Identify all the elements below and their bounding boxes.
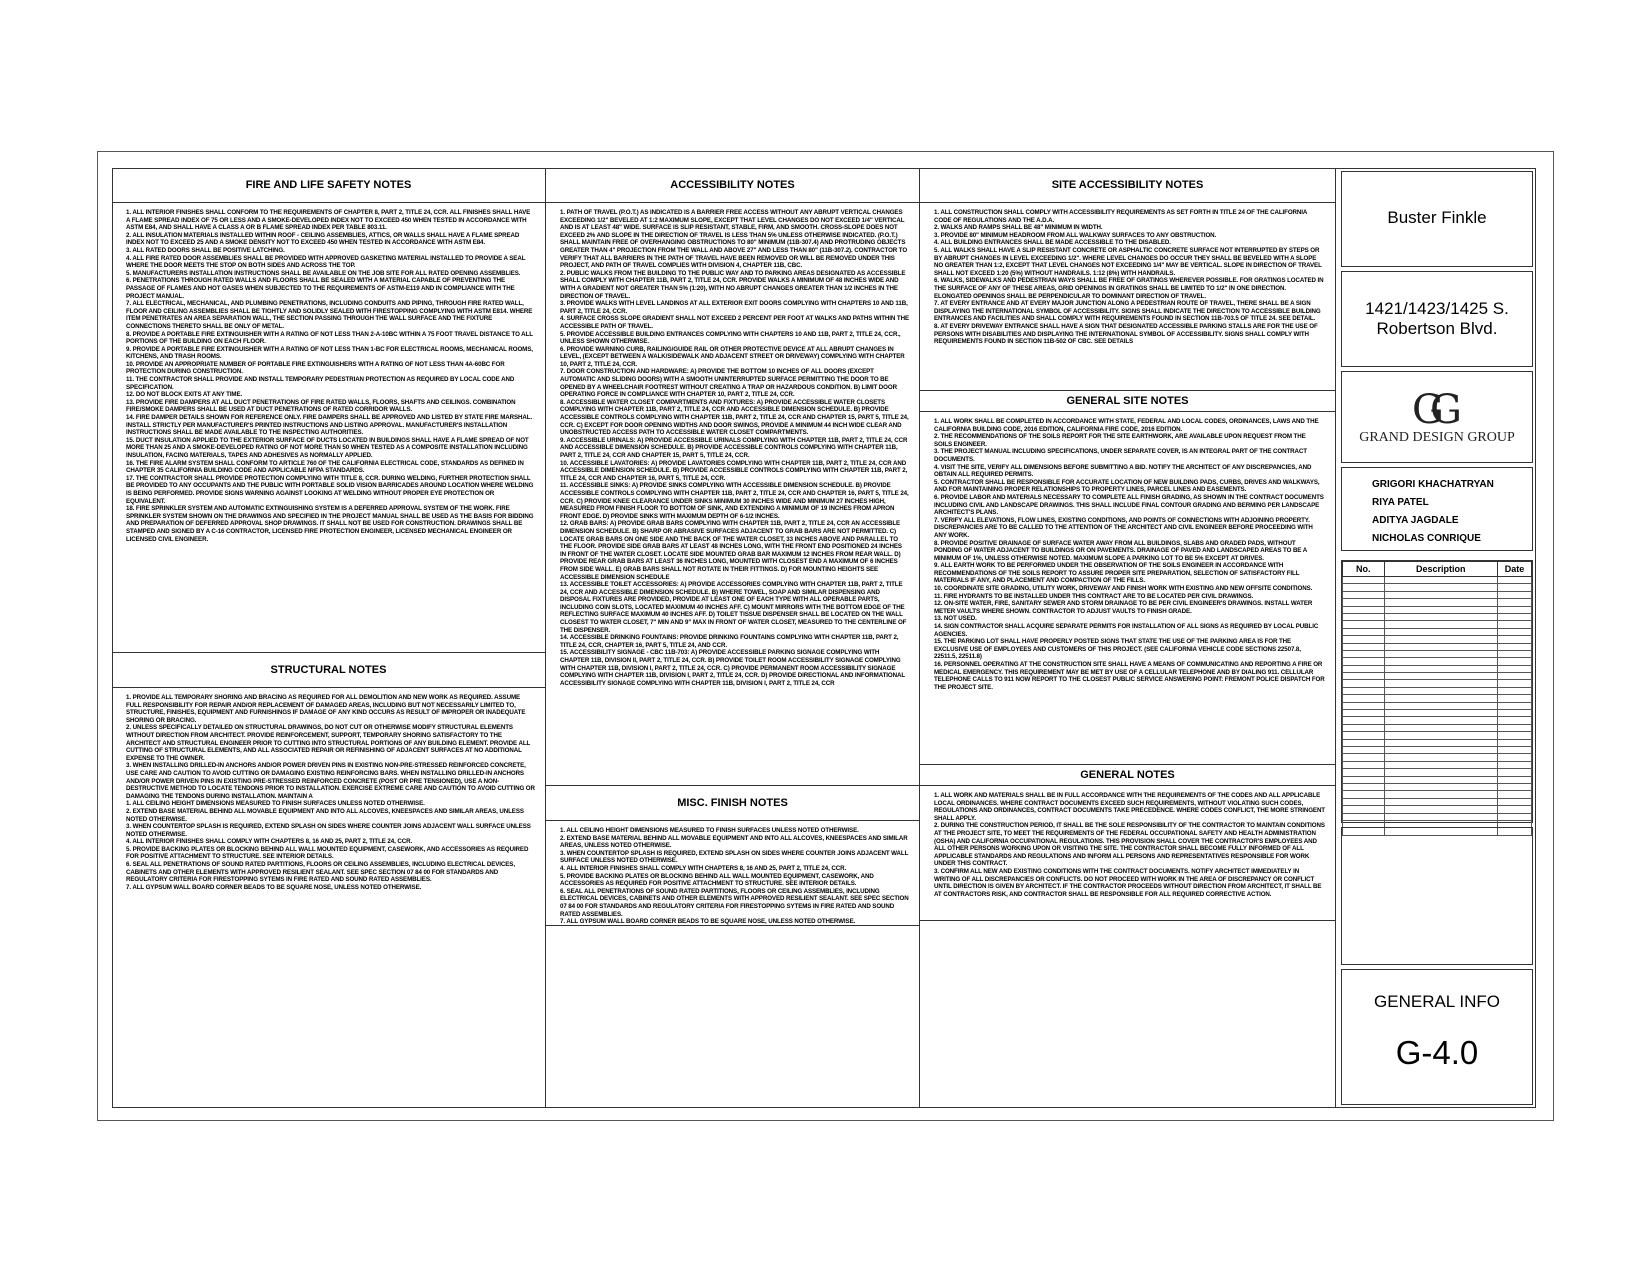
note-item: 4. VISIT THE SITE, VERIFY ALL DIMENSIONS BEFORE SUBMITTING A BID. NOTIFY THE ARCHITECT OF ANY DISCREPANCIES, AND OBTAIN ALL REQUIRED PERMITS. (934, 463, 1312, 479)
revision-cell (1343, 754, 1385, 761)
revision-cell (1343, 769, 1385, 776)
revision-cell (1384, 687, 1497, 694)
note-item: 9. ACCESSIBLE URINALS: A) PROVIDE ACCESSIBLE URINALS COMPLYING WITH CHAPTER 11B, PART 2, TITLE 24, CCR AND ACCESSIBLE DIMENSION SCHEDULE. B) PROVIDE ACCESSIBLE CONTROLS COMPLYING WITH CHAPTER 11B, PART 2, TITLE 24, CCR AND CHAPTER 15, PART 5, TITLE 24, CCR. (560, 436, 908, 459)
note-item: 1. ALL CEILING HEIGHT DIMENSIONS MEASURED TO FINISH SURFACES UNLESS NOTED OTHERWISE. (126, 800, 425, 808)
revision-row (1343, 591, 1532, 598)
revision-cell (1343, 724, 1385, 731)
note-item: 5. MANUFACTURERS INSTALLATION INSTRUCTIONS SHALL BE AVAILABLE ON THE JOB SITE FOR ALL RATED OPENING ASSEMBLIES. (126, 269, 521, 277)
title-block (1338, 168, 1536, 1108)
revision-row (1343, 628, 1532, 635)
note-item: 11. FIRE HYDRANTS TO BE INSTALLED UNDER THIS CONTRACT ARE TO BE LOCATED PER CIVIL DRAWINGS. (934, 592, 1254, 600)
section-heading: STRUCTURAL NOTES (112, 653, 545, 688)
revision-row (1343, 650, 1532, 657)
revision-cell (1497, 754, 1531, 761)
note-item: 5. ALL WALKS SHALL HAVE A SLIP RESISTANT CONCRETE OR ASPHALTIC CONCRETE SURFACE NOT INTERRUPTED BY STEPS OR BY ABRUPT CHANGES IN LEVEL EXCEEDING 1/2". WHERE LEVEL CHANGES DO OCCUR THEY SHALL BE BEVELED WITH A SLOPE NO GREATER THAN 1:2, EXCEPT THAT LEVEL CHANGES NOT EXCEEDING 1/4" MAY BE VERTICAL. SLOPE IN DIRECTION OF TRAVEL SHALL NOT EXCEED 1:20 (5%) WITHOUT HANDRAILS. 1:12 (8%) WITH HANDRAILS. (934, 246, 1322, 277)
note-item: 12. ON-SITE WATER, FIRE, SANITARY SEWER AND STORM DRAINAGE TO BE PER CIVIL ENGINEER'S DRAWINGS. INSTALL WATER METER VAULTS WHERE SHOWN. CONTRACTOR TO ADJUST VAULTS TO FINISH GRADE. (934, 600, 1313, 615)
revision-cell (1343, 806, 1385, 813)
client-name: Buster Finkle (1387, 208, 1487, 227)
note-item: 9. ALL EARTH WORK TO BE PERFORMED UNDER THE OBSERVATION OF THE SOILS ENGINEER IN ACCORDANCE WITH RECOMMENDATIONS OF THE SOILS REPORT TO ASSURE PROPER SITE PREPARATION, SELECTION OF SATISFACTORY FILL MATERIALS IF ANY, AND PLACEMENT AND COMPACTION OF THE FILLS. (934, 562, 1300, 585)
note-item: 1. ALL CONSTRUCTION SHALL COMPLY WITH ACCESSIBILITY REQUIREMENTS AS SET FORTH IN TITLE 24 OF THE CALIFORNIA CODE OF REGULATIONS AND THE A.D.A. (934, 209, 1308, 224)
address-box (1341, 271, 1533, 367)
note-item: 15. ACCESSIBILITY SIGNAGE - CBC 11B-703: A) PROVIDE ACCESSIBLE PARKING SIGNAGE COMPLYING WITH CHAPTER 11B, DIVISION II, PART 2, TITLE 24, CCR. B) PROVIDE TOILET ROOM ACCESSIBILITY SIGNAGE COMPLYING WITH CHAPTER 11B, DIVISION I, PART 2, TITLE 24, CCR. C) PROVIDE PERMANENT ROOM ACCESSIBILITY SIGNAGE COMPLYING WITH CHAPTER 11B, DIVISION I, PART 2, TITLE 24, CCR. D) PROVIDE DIRECTIONAL AND INFORMATIONAL ACCESSIBILITY SIGNAGE COMPLYING WITH CHAPTER 11B, DIVISION I, PART 2, TITLE 24, CCR (560, 649, 905, 687)
revision-cell (1497, 798, 1531, 805)
grand-design-group-logo-icon: GG (1412, 387, 1448, 433)
team-box (1341, 467, 1533, 551)
note-item: 1. ALL CEILING HEIGHT DIMENSIONS MEASURED TO FINISH SURFACES UNLESS NOTED OTHERWISE. (560, 827, 859, 834)
revision-cell (1497, 599, 1531, 606)
revision-cell (1343, 695, 1385, 702)
revision-cell (1497, 761, 1531, 768)
note-item: 3. PROVIDE WALKS WITH LEVEL LANDINGS AT ALL EXTERIOR EXIT DOORS COMPLYING WITH CHAPTERS 10 AND 11B, PART 2, TITLE 24, CCR. (560, 300, 908, 315)
revision-cell (1497, 791, 1531, 798)
revision-cell (1497, 806, 1531, 813)
note-item: 6. PENETRATIONS THROUGH RATED WALLS AND FLOORS SHALL BE SEALED WITH A MATERIAL CAPABLE OF PREVENTING THE PASSAGE OF FLAMES AND HOT GASES WHEN SUBJECTED TO THE REQUIREMENTS OF ASTM-E119 AND IN COMPLIANCE WITH THE PROJECT MANUAL. (126, 277, 515, 300)
revision-cell (1343, 621, 1385, 628)
revision-cell (1343, 798, 1385, 805)
note-item: 1. ALL WORK AND MATERIALS SHALL BE IN FULL ACCORDANCE WITH THE REQUIREMENTS OF THE CODES AND ALL APPLICABLE LOCAL ORDINANCES. WHERE CONTRACT DOCUMENTS EXCEED SUCH REQUIREMENTS, WITHOUT VIOLATING SUCH CODES, REGULATIONS AND ORDINANCES, CONTRACT DOCUMENTS TAKE PRECEDENCE. WHERE CODES CONFLICT, THE MORE STRINGENT SHALL APPLY. (934, 792, 1325, 822)
revision-row (1343, 710, 1532, 717)
note-item: 11. THE CONTRACTOR SHALL PROVIDE AND INSTALL TEMPORARY PEDESTRIAN PROTECTION AS REQUIRED BY LOCAL CODE AND SPECIFICATION. (126, 376, 515, 391)
revision-cell (1384, 813, 1497, 820)
note-item: 18. FIRE SPRINKLER SYSTEM AND AUTOMATIC EXTINGUISHING SYSTEM IS A DEFERRED APPROVAL SYSTEM OF THE WORK. FIRE SPRINKLER SYSTEM SHOWN ON THE DRAWINGS AND SPECIFIED IN THE PROJECT MANUAL SHALL BE USED AS THE BASIS FOR BIDDING AND PREPARATION OF DEFERRED APPROVAL SHOP DRAWINGS. IT SHALL NOT BE USED FOR CONSTRUCTION. DRAWINGS SHALL BE STAMPED AND SIGNED BY A C-16 CONTRACTOR, LICENSED FIRE PROTECTION ENGINEER, LICENSED MECHANICAL ENGINEER OR LICENSED CIVIL ENGINEER. (126, 505, 534, 543)
section-heading: GENERAL SITE NOTES (920, 391, 1335, 412)
note-item: 6. SEAL ALL PENETRATIONS OF SOUND RATED PARTITIONS, FLOORS OR CEILING ASSEMBLIES, INCLUDING ELECTRICAL DEVICES, CABINETS AND OTHER ELEMENTS WITH APPROVED RESILIENT SEALANT. SEE SPEC SECTION 07 84 00 FOR STANDARDS AND REGULATORY CRITERIA FOR FIRESTOPPING SYTEMS IN FIRE RATED AND SOUND RATED ASSEMBLIES. (126, 861, 515, 884)
revision-cell (1384, 599, 1497, 606)
revision-cell (1343, 636, 1385, 643)
note-list (546, 203, 919, 687)
note-item: 6. PROVIDE LABOR AND MATERIALS NECESSARY TO COMPLETE ALL FINISH GRADING, AS SHOWN IN THE CONTRACT DOCUMENTS INCLUDING CIVIL AND LANDSCAPE DRAWINGS. THIS SHALL INCLUDE FINAL CONTOUR GRADING AND BERMING PER LANDSCAPE ARCHITECT'S PLANS. (934, 493, 1324, 517)
misc-finish-notes (546, 785, 919, 925)
note-item: 1. ALL WORK SHALL BE COMPLETED IN ACCORDANCE WITH STATE, FEDERAL AND LOCAL CODES, ORDINANCES, LAWS AND THE CALIFORNIA BUILDING CODE, 2016 EDITION, CALIFORNIA FIRE CODE, 2016 EDITION. (934, 418, 1319, 433)
column-3 (920, 168, 1336, 1108)
team-member: ADITYA JAGDALE (1372, 515, 1459, 526)
revision-row (1343, 613, 1532, 620)
general-site-notes (920, 390, 1335, 764)
structural-notes (112, 652, 545, 1108)
note-list (920, 786, 1335, 898)
revision-cell (1497, 776, 1531, 783)
sheet-title: GENERAL INFO (1374, 992, 1500, 1011)
note-item: 3. WHEN INSTALLING DRILLED-IN ANCHORS AND/OR POWER DRIVEN PINS IN EXISTING NON-PRE-STRESSED REINFORCED CONCRETE, USE CARE AND CAUTION TO AVOID CUTTING OR DAMAGING EXISTING REINFORCING BARS. WHEN INSTALLING DRILLED-IN ANCHORS AND/OR POWER DRIVEN PINS IN EXISTING PRE-STRESSED REINFORCED CONCRETE (POST OR PRE TENSIONED), USE A NON-DESTRUCTIVE METHOD TO LOCATE TENDONS PRIOR TO INSTALLATION. EXERCISE EXTREME CARE AND CAUTION TO AVOID CUTTING OR DAMAGING THE TENDONS DURING INSTALLATION. MAINTAIN A (126, 762, 535, 800)
note-item: 13. PROVIDE FIRE DAMPERS AT ALL DUCT PENETRATIONS OF FIRE RATED WALLS, FLOORS, SHAFTS AND CEILINGS. COMBINATION FIRE/SMOKE DAMPERS SHALL BE USED AT DUCT PENETRATIONS OF RATED CORRIDOR WALLS. (126, 398, 516, 414)
revision-cell (1497, 680, 1531, 687)
section-heading: MISC. FINISH NOTES (546, 786, 919, 821)
revision-row (1343, 636, 1532, 643)
revision-rows (1343, 577, 1532, 836)
revision-row (1343, 680, 1532, 687)
revision-cell (1384, 710, 1497, 717)
note-item: 3. ALL RATED DOORS SHALL BE POSITIVE LATCHING. (126, 246, 285, 254)
revision-cell (1497, 621, 1531, 628)
revision-cell (1343, 791, 1385, 798)
revision-cell (1343, 599, 1385, 606)
note-item: 5. PROVIDE ACCESSIBLE BUILDING ENTRANCES COMPLYING WITH CHAPTERS 10 AND 11B, PART 2, TITLE 24, CCR., UNLESS SHOWN OTHERWISE. (560, 330, 901, 346)
revision-cell (1384, 613, 1497, 620)
note-item: 13. ACCESSIBLE TOILET ACCESSORIES: A) PROVIDE ACCESSORIES COMPLYING WITH CHAPTER 11B, PART 2, TITLE 24, CCR AND ACCESSIBLE DIMENSION SCHEDULE. B) WHERE TOWEL, SOAP AND SIMILAR DISPENSING AND DISPOSAL FIXTURES ARE PROVIDED, PROVIDE AT LEAST ONE OF EACH TYPE WITH ALL OPERABLE PARTS, INCLUDING COIN SLOTS, LOCATED MAXIMUM 40 INCHES AFF. C) MOUNT MIRRORS WITH THE BOTTOM EDGE OF THE REFLECTING SURFACE MAXIMUM 40 INCHES AFF. D) TOILET TISSUE DISPENSER SHALL BE LOCATED ON THE WALL CLOSEST TO WATER CLOSET, 7" MIN AND 9" MAX IN FRONT OF WATER CLOSET, MEASURED TO THE CENTERLINE OF THE DISPENSER. (560, 581, 907, 634)
team-member: GRIGORI KHACHATRYAN (1372, 479, 1494, 490)
note-item: 7. ALL GYPSUM WALL BOARD CORNER BEADS TO BE SQUARE NOSE, UNLESS NOTED OTHERWISE. (560, 918, 856, 926)
logo-box (1341, 371, 1533, 463)
revision-cell (1343, 732, 1385, 739)
note-item: 6. PROVIDE WARNING CURB, RAILING/GUIDE RAIL OR OTHER PROTECTIVE DEVICE AT ALL ABRUPT CHANGES IN LEVEL, (EXCEPT BETWEEN A WALK/SIDEWALK AND ADJACENT STREET OR DRIVEWAY) COMPLYING WITH CHAPTER 10, PART 2, TITLE 24, CCR. (560, 345, 905, 368)
note-item: 10. PROVIDE AN APPROPRIATE NUMBER OF PORTABLE FIRE EXTINGUISHERS WITH A RATING OF NOT LESS THAN 4A-60BC FOR PROTECTION DURING CONSTRUCTION. (126, 360, 505, 376)
note-item: 2. EXTEND BASE MATERIAL BEHIND ALL MOVABLE EQUIPMENT AND INTO ALL ALCOVES, KNEESPACES AND SIMILAR AREAS, UNLESS NOTED OTHERWISE. (126, 807, 524, 823)
revision-cell (1497, 746, 1531, 753)
sheet-info-box (1341, 969, 1533, 1105)
note-item: 2. WALKS AND RAMPS SHALL BE 48" MINIMUM IN WIDTH. (934, 224, 1103, 232)
note-item: 15. THE PARKING LOT SHALL HAVE PROPERLY POSTED SIGNS THAT STATE THE USE OF THE PARKING AREA IS FOR THE EXCLUSIVE USE OF EMPLOYEES AND CUSTOMERS OF THIS PROJECT. (SEE CALIFORNIA VEHICLE CODE SECTIONS 22507.8, 22511.5, 22511.8) (934, 638, 1301, 661)
note-item: 10. COORDINATE SITE GRADING, UTILITY WORK, DRIVEWAY AND FINISH WORK WITH EXISTING AND NEW OFFSITE CONDITIONS. (934, 585, 1313, 593)
project-address-line1: 1421/1423/1425 S. (1365, 299, 1509, 318)
notes-box (1341, 827, 1533, 965)
general-notes (920, 764, 1335, 920)
revision-row (1343, 776, 1532, 783)
revision-cell (1343, 761, 1385, 768)
revision-cell (1343, 658, 1385, 665)
revision-cell (1343, 673, 1385, 680)
revision-no-header: No. (1343, 562, 1385, 577)
revision-cell (1497, 739, 1531, 746)
revision-row (1343, 791, 1532, 798)
revision-cell (1497, 687, 1531, 694)
section-heading: ACCESSIBILITY NOTES (546, 168, 919, 203)
revision-cell (1384, 783, 1497, 790)
revision-cell (1384, 702, 1497, 709)
note-item: 1. PATH OF TRAVEL (P.O.T.) AS INDICATED IS A BARRIER FREE ACCESS WITHOUT ANY ABRUPT VERTICAL CHANGES EXCEEDING 1/2" BEVELED AT 1:2 MAXIMUM SLOPE, EXCEPT THAT LEVEL CHANGES DO NOT EXCEED 1/4" VERTICAL AND IS AT LEAST 48" WIDE. SURFACE IS SLIP RESISTANT, STABLE, FIRM, AND SMOOTH. CROSS-SLOPE DOES NOT EXCEED 2% AND SLOPE IN THE DIRECTION OF TRAVEL IS LESS THAN 5% UNLESS OTHERWISE INDICATED. (P.O.T.) SHALL MAINTAIN FREE OF OVERHANGING OBSTRUCTIONS TO 80" MINIMUM (11B-307.4) AND PROTRUDING OBJECTS GREATER THAN 4" PROJECTION FROM THE WALL AND ABOVE 27" AND LESS THAN 80" (11B-307.2). CONTRACTOR TO VERIFY THAT ALL BARRIERS IN THE PATH OF TRAVEL HAVE BEEN REMOVED OR WILL BE REMOVED UNDER THIS PROJECT, AND PATH OF TRAVEL COMPLIES WITH DIVISION 4, CHAPTER 11B, CBC. (560, 209, 908, 270)
note-item: 2. DURING THE CONSTRUCTION PERIOD, IT SHALL BE THE SOLE RESPONSIBILITY OF THE CONTRACTOR TO MAINTAIN CONDITIONS AT THE PROJECT SITE, TO MEET THE REQUIREMENTS OF THE FEDERAL OCCUPATIONAL SAFETY AND HEALTH ADMINISTRATION (OSHA) AND CALIFORNIA OCCUPATIONAL REGULATIONS. THIS PROVISION SHALL COVER THE CONTRACTOR'S EMPLOYEES AND ALL OTHER PERSONS WORKING UPON OR VISITING THE SITE. THE CONTRACTOR SHALL BECOME FULLY INFORMED OF ALL APPLICABLE STANDARDS AND REGULATIONS AND INFORM ALL PERSONS AND REPRESENTATIVES RESPONSIBLE FOR WORK UNDER THIS CONTRACT. (934, 822, 1325, 868)
revision-cell (1384, 754, 1497, 761)
note-item: 3. THE PROJECT MANUAL INCLUDING SPECIFICATIONS, UNDER SEPARATE COVER, IS AN INTEGRAL PART OF THE CONTRACT DOCUMENTS. (934, 448, 1307, 463)
revision-row (1343, 606, 1532, 613)
revision-cell (1343, 643, 1385, 650)
revision-cell (1384, 791, 1497, 798)
note-item: 7. ALL ELECTRICAL, MECHANICAL, AND PLUMBING PENETRATIONS, INCLUDING CONDUITS AND PIPING, THROUGH FIRE RATED WALL, FLOOR AND CEILING ASSEMBLIES SHALL BE TIGHTLY AND SOLIDLY SEALED WITH FIRESTOPPING COMPLYING WITH ASTM E814. WHERE ITEM PENETRATES AN AREA SEPARATION WALL, THE SECTION PASSING THROUGH THE WALL SURFACE AND THE FIXTURE CONNECTIONS THERETO SHALL BE ONLY OF METAL. (126, 300, 533, 330)
client-box (1341, 171, 1533, 267)
note-item: 7. ALL GYPSUM WALL BOARD CORNER BEADS TO BE SQUARE NOSE, UNLESS NOTED OTHERWISE. (126, 883, 422, 891)
note-item: 14. ACCESSIBLE DRINKING FOUNTAINS: PROVIDE DRINKING FOUNTAINS COMPLYING WITH CHAPTER 11B, PART 2, TITLE 24, CCR, CHAPTER 16, PART 5, TITLE 24, AND CCR. (560, 634, 899, 649)
note-item: 8. PROVIDE A PORTABLE FIRE EXTINGUISHER WITH A RATING OF NOT LESS THAN 2-A-10BC WITHIN A 75 FOOT TRAVEL DISTANCE TO ALL PORTIONS OF THE BUILDING ON EACH FLOOR. (126, 330, 533, 346)
revision-cell (1384, 746, 1497, 753)
revision-cell (1497, 665, 1531, 672)
revision-row (1343, 813, 1532, 820)
revision-row (1343, 599, 1532, 606)
revision-cell (1343, 613, 1385, 620)
note-item: 8. PROVIDE POSITIVE DRAINAGE OF SURFACE WATER AWAY FROM ALL BUILDINGS, SLABS AND GRADED PADS, WITHOUT PONDING OF WATER ADJACENT TO BUILDINGS OR ON PAVEMENTS. DRAINAGE OF PAVED AND LANDSCAPED AREAS TO BE A MINIMUM OF 1%, UNLESS OTHERWISE NOTED. MAXIMUM SLOPE A PARKING LOT TO BE 5% EXCEPT AT DRIVES. (934, 539, 1307, 562)
note-item: 4. ALL FIRE RATED DOOR ASSEMBLIES SHALL BE PROVIDED WITH APPROVED GASKETING MATERIAL INSTALLED TO PROVIDE A SEAL WHERE THE DOOR MEETS THE STOP ON BOTH SIDES AND ACROSS THE TOP. (126, 254, 526, 270)
revision-row (1343, 687, 1532, 694)
revision-cell (1497, 577, 1531, 584)
note-item: 7. VERIFY ALL ELEVATIONS, FLOW LINES, EXISTING CONDITIONS, AND POINTS OF CONNECTIONS WITH ADJOINING PROPERTY. DISCREPANCIES ARE TO BE CALLED TO THE ATTENTION OF THE ARCHITECT AND CIVIL ENGINEER BEFORE PROCEEDING WITH ANY WORK. (934, 516, 1313, 539)
revision-row (1343, 695, 1532, 702)
revision-cell (1384, 673, 1497, 680)
revision-row (1343, 717, 1532, 724)
note-item: 16. THE FIRE ALARM SYSTEM SHALL CONFORM TO ARTICLE 760 OF THE CALIFORNIA ELECTRICAL CODE, STANDARDS AS DEFINED IN CHAPTER 35 CALIFORNIA BUILDING CODE AND APPLICABLE NFPA STANDARDS. (126, 459, 524, 475)
note-item: 3. WHEN COUNTERTOP SPLASH IS REQUIRED, EXTEND SPLASH ON SIDES WHERE COUNTER JOINS ADJACENT WALL SURFACE UNLESS NOTED OTHERWISE. (126, 823, 531, 838)
revision-cell (1384, 739, 1497, 746)
misc-finish-notes-end (546, 925, 919, 1108)
revision-cell (1497, 702, 1531, 709)
revision-cell (1343, 813, 1385, 820)
note-item: 6. WALKS, SIDEWALKS AND PEDESTRIAN WAYS SHALL BE FREE OF GRATINGS WHEREVER POSSIBLE. FOR GRATINGS LOCATED IN THE SURFACE OF ANY OF THESE AREAS, GRID OPENINGS IN GRATINGS SHALL BE LIMITED TO 1/2" IN ONE DIRECTION. ELONGATED OPENINGS SHALL BE PERPENDICULAR TO DOMINANT DIRECTION OF TRAVEL. (934, 277, 1324, 300)
revision-cell (1343, 710, 1385, 717)
site-accessibility-notes (920, 168, 1335, 390)
note-item: 4. ALL INTERIOR FINISHES SHALL COMPLY WITH CHAPTERS 8, 16 AND 25, PART 2, TITLE 24, CCR. (560, 864, 847, 872)
revision-cell (1343, 606, 1385, 613)
revision-row (1343, 761, 1532, 768)
revision-row (1343, 724, 1532, 731)
note-list (920, 412, 1335, 691)
note-item: 14. FIRE DAMPER DETAILS SHOWN FOR REFERENCE ONLY. FIRE DAMPERS SHALL BE APPROVED AND LISTED BY STATE FIRE MARSHAL. INSTALL STRICTLY PER MANUFACTURER'S PRINTED INSTRUCTIONS AND LISTING APPROVAL. MANUFACTURER'S INSTALLATION INSTRUCTIONS SHALL BE MADE AVAILABLE TO THE INSPECTING AUTHORITIES. (126, 414, 533, 437)
revision-cell (1497, 584, 1531, 591)
revision-row (1343, 798, 1532, 805)
note-list (112, 203, 545, 543)
note-item: 4. SURFACE CROSS SLOPE GRADIENT SHALL NOT EXCEED 2 PERCENT PER FOOT AT WALKS AND PATHS WITHIN THE ACCESSIBLE PATH OF TRAVEL. (560, 315, 909, 330)
column-2 (546, 168, 920, 1108)
note-list (546, 821, 919, 926)
revision-row (1343, 577, 1532, 584)
revision-cell (1384, 776, 1497, 783)
revision-cell (1384, 643, 1497, 650)
revision-cell (1343, 650, 1385, 657)
note-item: 16. PERSONNEL OPERATING AT THE CONSTRUCTION SITE SHALL HAVE A MEANS OF COMMUNICATING AND REPORTING A FIRE OR MEDICAL EMERGENCY. THIS REQUIREMENT MAY BE MET BY USE OF A CELLULAR TELEPHONE AND BY DIALING 911. CELLULAR TELEPHONE CALLS TO 911 NOW REPORT TO THE CLOSEST PUBLIC SERVICE ANSWERING POINT: FREMONT POLICE DISPATCH FOR THE PROJECT SITE. (934, 661, 1325, 691)
note-list (112, 688, 545, 891)
note-item: 11. ACCESSIBLE SINKS: A) PROVIDE SINKS COMPLYING WITH ACCESSIBLE DIMENSION SCHEDULE. B) PROVIDE ACCESSIBLE CONTROLS COMPLYING WITH CHAPTER 11B, PART 2, TITLE 24, CCR AND CHAPTER 16, PART 5, TITLE 24, CCR. C) PROVIDE KNEE CLEARANCE UNDER SINKS MINIMUM 30 INCHES WIDE AND MINIMUM 27 INCHES HIGH, MEASURED FROM FINISH FLOOR TO BOTTOM OF SINK, AND EXTENDING A MINIMUM OF 19 INCHES FROM APRON FRONT EDGE. D) PROVIDE SINKS WITH MAXIMUM DEPTH OF 6-1/2 INCHES. (560, 482, 909, 520)
note-item: 4. ALL BUILDING ENTRANCES SHALL BE MADE ACCESSIBLE TO THE DISABLED. (934, 239, 1171, 247)
revision-description-header: Description (1384, 562, 1497, 577)
revision-cell (1343, 702, 1385, 709)
note-item: 8. AT EVERY DRIVEWAY ENTRANCE SHALL HAVE A SIGN THAT DESIGNATED ACCESSIBLE PARKING STALLS ARE FOR THE USE OF PERSONS WITH DISABILITIES AND DISPLAYING THE INTERNATIONAL SYMBOL OF ACCESSIBILITY. SIGNS SHALL COMPLY WITH REQUIREMENTS FOUND IN SECTION 11B-502 OF CBC. SEE DETAILS (934, 322, 1318, 346)
section-heading: GENERAL NOTES (920, 765, 1335, 786)
revision-cell (1384, 717, 1497, 724)
revision-row (1343, 783, 1532, 790)
revision-cell (1343, 739, 1385, 746)
revision-cell (1497, 783, 1531, 790)
revision-cell (1497, 710, 1531, 717)
revision-row (1343, 665, 1532, 672)
note-item: 3. PROVIDE 80" MINIMUM HEADROOM FROM ALL WALKWAY SURFACES TO ANY OBSTRUCTION. (934, 231, 1217, 239)
firm-name: GRAND DESIGN GROUP (1359, 430, 1515, 445)
revision-cell (1384, 584, 1497, 591)
revision-cell (1497, 769, 1531, 776)
revision-cell (1497, 628, 1531, 635)
revision-cell (1384, 665, 1497, 672)
revision-cell (1343, 746, 1385, 753)
note-list (920, 203, 1335, 346)
note-item: 7. DOOR CONSTRUCTION AND HARDWARE: A) PROVIDE THE BOTTOM 10 INCHES OF ALL DOORS (EXCEPT AUTOMATIC AND SLIDING DOORS) WITH A SMOOTH UNINTERRUPTED SURFACE PERMITTING THE DOOR TO BE OPENED BY A WHEELCHAIR FOOTREST WITHOUT CREATING A TRAP OR HAZARDOUS CONDITION. B) LIMIT DOOR OPERATING FORCE IN COMPLIANCE WITH CHAPTER 10, PART 2, TITLE 24, CCR. (560, 368, 897, 399)
section-heading: FIRE AND LIFE SAFETY NOTES (112, 168, 545, 203)
revision-cell (1497, 591, 1531, 598)
revision-row (1343, 658, 1532, 665)
revision-cell (1343, 776, 1385, 783)
team-member: RIYA PATEL (1372, 497, 1429, 508)
revision-cell (1384, 636, 1497, 643)
revision-cell (1343, 665, 1385, 672)
revision-cell (1497, 613, 1531, 620)
revision-cell (1497, 643, 1531, 650)
note-item: 6. SEAL ALL PENETRATIONS OF SOUND RATED PARTITIONS, FLOORS OR CEILING ASSEMBLIES, INCLUDING ELECTRICAL DEVICES, CABINETS AND OTHER ELEMENTS WITH APPROVED RESILIENT SEALANT. SEE SPEC SECTION 07 84 00 FOR STANDARDS AND REGULATORY CRITERIA FOR FIRESTOPPING SYTEMS IN FIRE RATED AND SOUND RATED ASSEMBLIES. (560, 887, 909, 918)
revision-cell (1343, 591, 1385, 598)
team-member: NICHOLAS CONRIQUE (1372, 533, 1481, 544)
note-item: 2. ALL INSULATION MATERIALS INSTALLED WITHIN ROOF - CEILING ASSEMBLIES, ATTICS, OR WALLS SHALL HAVE A FLAME SPREAD INDEX NOT TO EXCEED 25 AND A SMOKE DENSITY NOT TO EXCEED 450 WHEN TESTED IN ACCORDANCE WITH ASTM E84. (126, 231, 520, 247)
team-list (1342, 468, 1532, 548)
note-item: 2. EXTEND BASE MATERIAL BEHIND ALL MOVABLE EQUIPMENT AND INTO ALL ALCOVES, KNEESPACES AND SIMILAR AREAS, UNLESS NOTED OTHERWISE. (560, 834, 908, 850)
revision-cell (1343, 680, 1385, 687)
revision-cell (1384, 695, 1497, 702)
note-item: 1. ALL INTERIOR FINISHES SHALL CONFORM TO THE REQUIREMENTS OF CHAPTER 8, PART 2, TITLE 24, CCR. ALL FINISHES SHALL HAVE A FLAME SPREAD INDEX OF 75 OR LESS AND A SMOKE-DEVELOPED INDEX NOT TO EXCEED 450 WHEN TESTED IN ACCORDANCE WITH ASTM E84, AND SHALL HAVE A CLASS A OR B FLAME SPREAD INDEX PER TABLE 803.11. (126, 209, 531, 232)
revision-cell (1497, 650, 1531, 657)
note-item: 12. DO NOT BLOCK EXITS AT ANY TIME. (126, 391, 243, 399)
note-item: 12. GRAB BARS: A) PROVIDE GRAB BARS COMPLYING WITH CHAPTER 11B, PART 2, TITLE 24, CCR AN ACCESSIBLE DIMENSION SCHEDULE. B) SHARP OR ABRASIVE SURFACES ADJACENT TO GRAB BARS ARE NOT PERMITTED. C) LOCATE GRAB BARS ON ONE SIDE AND THE BACK OF THE WATER CLOSET, 33 INCHES ABOVE AND PARALLEL TO THE FLOOR. PROVIDE SIDE GRAB BARS AT LEAST 48 INCHES LONG, WITH THE FRONT END POSITIONED 24 INCHES IN FRONT OF THE WATER CLOSET. LOCATE SIDE MOUNTED GRAB BAR MAXIMUM 12 INCHES FROM REAR WALL. D) PROVIDE REAR GRAB BARS AT LEAST 36 INCHES LONG, MOUNTED WITH CLOSEST END A MAXIMUM OF 6 INCHES FROM SIDE WALL. E) GRAB BARS SHALL NOT ROTATE IN THEIR FITTINGS. D) FOR MOUNTING HEIGHTS SEE ACCESSIBLE DIMENSION SCHEDULE (560, 520, 902, 581)
note-item: 2. UNLESS SPECIFICALLY DETAILED ON STRUCTURAL DRAWINGS, DO NOT CUT OR OTHERWISE MODIFY STRUCTURAL ELEMENTS WITHOUT DIRECTION FROM ARCHITECT. PROVIDE REINFORCEMENT, SUPPORT, TEMPORARY SHORING SATISFACTORY TO THE ARCHITECT AND STRUCTURAL ENGINEER PRIOR TO CUTTING INTO STRUCTURAL PORTIONS OF ANY BUILDING ELEMENT. PROVIDE ALL CUTTING OF STRUCTURAL ELEMENTS, AND ALL ASSOCIATED REPAIR OR REFINISHING OF ADJACENT SURFACES AT NO ADDITIONAL EXPENSE TO THE OWNER. (126, 724, 531, 762)
note-item: 9. PROVIDE A PORTABLE FIRE EXTINGUISHER WITH A RATING OF NOT LESS THAN 1-BC FOR ELECTRICAL ROOMS, MECHANICAL ROOMS, KITCHENS, AND TRASH ROOMS. (126, 345, 533, 361)
sheet-number: G-4.0 (1395, 1034, 1479, 1071)
note-item: 2. PUBLIC WALKS FROM THE BUILDING TO THE PUBLIC WAY AND TO PARKING AREAS DESIGNATED AS ACCESSIBLE SHALL COMPLY WITH CHAPTER 11B, PART 2, TITLE 24, CCR. PROVIDE WALKS A MINIMUM OF 48 INCHES WIDE AND WITH A GRADIENT NOT GREATER THAN 5% (1:20), WITH NO ABRUPT CHANGES GREATER THAN 1/2 INCHES IN THE DIRECTION OF TRAVEL. (560, 269, 906, 300)
revision-cell (1497, 732, 1531, 739)
revision-cell (1497, 717, 1531, 724)
note-item: 13. NOT USED. (934, 615, 977, 623)
accessibility-notes (546, 168, 919, 785)
revision-cell (1343, 687, 1385, 694)
revision-cell (1384, 680, 1497, 687)
section-heading: SITE ACCESSIBILITY NOTES (920, 168, 1335, 203)
revision-cell (1384, 577, 1497, 584)
revision-row (1343, 673, 1532, 680)
revision-row (1343, 702, 1532, 709)
revision-cell (1384, 761, 1497, 768)
revision-cell (1384, 658, 1497, 665)
column-1 (112, 168, 546, 1108)
revision-cell (1384, 798, 1497, 805)
revision-cell (1384, 591, 1497, 598)
revision-row (1343, 643, 1532, 650)
note-item: 5. PROVIDE BACKING PLATES OR BLOCKING BEHIND ALL WALL MOUNTED EQUIPMENT, CASEWORK, AND ACCESSORIES AS REQUIRED FOR POSITIVE ATTACHMENT TO STRUCTURE. SEE INTERIOR DETAILS. (126, 845, 529, 861)
note-item: 3. WHEN COUNTERTOP SPLASH IS REQUIRED, EXTEND SPLASH ON SIDES WHERE COUNTER JOINS ADJACENT WALL SURFACE UNLESS NOTED OTHERWISE. (560, 849, 909, 865)
revision-cell (1384, 732, 1497, 739)
revision-cell (1497, 636, 1531, 643)
project-address-line2: Robertson Blvd. (1376, 319, 1498, 338)
revision-cell (1343, 783, 1385, 790)
general-notes-end (920, 920, 1335, 1108)
revision-cell (1497, 813, 1531, 820)
revision-row (1343, 732, 1532, 739)
revision-cell (1384, 621, 1497, 628)
fire-life-safety-notes (112, 168, 545, 652)
note-item: 3. CONFIRM ALL NEW AND EXISTING CONDITIONS WITH THE CONTRACT DOCUMENTS. NOTIFY ARCHITECT IMMEDIATELY IN WRITING OF ALL DISCREPANCIES OR CONFLICTS. DO NOT PROCEED WITH WORK IN THE AREA OF DISCREPANCY OR CONFLICT UNTIL DIRECTION IS GIVEN BY ARCHITECT. IF THE CONTRACTOR PROCEEDS WITHOUT DIRECTION FROM ARCHITECT, IT SHALL BE AT CONTRACTORS RISK, AND CONTRACTOR SHALL BE RESPONSIBLE FOR ALL REQUIRED CORRECTIVE ACTION. (934, 867, 1322, 898)
revision-cell (1343, 584, 1385, 591)
revision-row (1343, 739, 1532, 746)
revision-cell (1343, 628, 1385, 635)
revision-date-header: Date (1497, 562, 1531, 577)
revision-cell (1497, 606, 1531, 613)
revision-row (1343, 746, 1532, 753)
note-item: 7. AT EVERY ENTRANCE AND AT EVERY MAJOR JUNCTION ALONG A PEDESTRIAN ROUTE OF TRAVEL, THERE SHALL BE A SIGN DISPLAYING THE INTERNATIONAL SYMBOL OF ACCESSIBILITY. SIGNS SHALL INDICATE THE DIRECTION TO ACCESSIBLE BUILDING ENTRANCES AND FACILITIES AND SHALL COMPLY WITH REQUIREMENTS FOUND IN SECTION 11B-703.5 OF TITLE 24. SEE DETAIL. (934, 300, 1321, 323)
note-item: 5. PROVIDE BACKING PLATES OR BLOCKING BEHIND ALL WALL MOUNTED EQUIPMENT, CASEWORK, AND ACCESSORIES AS REQUIRED FOR POSITIVE ATTACHMENT TO STRUCTURE. SEE INTERIOR DETAILS. (560, 872, 874, 888)
note-item: 1. PROVIDE ALL TEMPORARY SHORING AND BRACING AS REQUIRED FOR ALL DEMOLITION AND NEW WORK AS REQUIRED. ASSUME FULL RESPONSIBILITY FOR REPAIR AND/OR REPLACEMENT OF DAMAGED AREAS, INCLUDING BUT NOT NECESSARILY LIMITED TO, STRUCTURE, FINISHES, EQUIPMENT AND FURNISHINGS IF DAMAGE OF ANY KIND OCCURS AS RESULT OF IMPROPER OR INADEQUATE SHORING OR BRACING. (126, 694, 526, 724)
note-item: 10. ACCESSIBLE LAVATORIES: A) PROVIDE LAVATORIES COMPLYING WITH CHAPTER 11B, PART 2, TITLE 24, CCR AND ACCESSIBLE DIMENSION SCHEDULE. B) PROVIDE ACCESSIBLE CONTROLS COMPLYING WITH CHAPTER 11B, PART 2, TITLE 24, CCR AND CHAPTER 16, PART 5, TITLE 24, CCR. (560, 459, 908, 482)
revision-box (1341, 560, 1533, 823)
note-item: 5. CONTRACTOR SHALL BE RESPONSIBLE FOR ACCURATE LOCATION OF NEW BUILDING PADS, CURBS, DRIVES AND WALKWAYS, AND FOR MAINTAINING PROPER RELATIONSHIPS TO PROPERTY LINES, PARCEL LINES AND EASEMENTS. (934, 478, 1320, 494)
revision-row (1343, 584, 1532, 591)
note-item: 2. THE RECOMMENDATIONS OF THE SOILS REPORT FOR THE SITE EARTHWORK, ARE AVAILABLE UPON REQUEST FROM THE SOILS ENGINEER. (934, 433, 1306, 448)
note-item: 15. DUCT INSULATION APPLIED TO THE EXTERIOR SURFACE OF DUCTS LOCATED IN BUILDINGS SHALL HAVE A FLAME SPREAD OF NOT MORE THAN 25 AND A SMOKE-DEVELOPED RATING OF NOT MORE THAN 50 WHEN TESTED AS A COMPOSITE INSTALLATION INCLUDING INSULATION, FACING MATERIALS, TAPES AND ADHESIVES AS NORMALLY APPLIED. (126, 436, 529, 459)
revision-cell (1497, 658, 1531, 665)
revision-row (1343, 754, 1532, 761)
note-item: 14. SIGN CONTRACTOR SHALL ACQUIRE SEPARATE PERMITS FOR INSTALLATION OF ALL SIGNS AS REQUIRED BY LOCAL PUBLIC AGENCIES. (934, 623, 1319, 638)
revision-row (1343, 769, 1532, 776)
revision-row (1343, 621, 1532, 628)
revision-cell (1497, 724, 1531, 731)
revision-cell (1343, 577, 1385, 584)
note-item: 8. ACCESSIBLE WATER CLOSET COMPARTMENTS AND FIXTURES: A) PROVIDE ACCESSIBLE WATER CLOSETS COMPLYING WITH CHAPTER 11B, PART 2, TITLE 24, CCR AND ACCESSIBLE DIMENSION SCHEDULE. B) PROVIDE ACCESSIBLE CONTROLS COMPLYING WITH CHAPTER 11B, PART 2, TITLE 24, CCR AND CHAPTER 15, PART 5, TITLE 24, CCR. C) EXCEPT FOR DOOR OPENING WIDTHS AND DOOR SWINGS, PROVIDE A MINIMUM 44 INCH WIDE CLEAR AND UNOBSTRUCTED ACCESS PATH TO ACCESSIBLE WATER CLOSET COMPARTMENTS. (560, 398, 909, 437)
note-item: 17. THE CONTRACTOR SHALL PROVIDE PROTECTION COMPLYING WITH TITLE 8, CCR. DURING WELDING, FURTHER PROTECTION SHALL BE PROVIDED TO ANY OCCUPANTS AND THE PUBLIC WITH PORTABLE SOLID VISION BARRICADES AROUND LOCATION WHERE WELDING IS BEING PERFORMED. PROVIDE SIGNS WARNING AGAINST LOOKING AT WELDING WITHOUT PROPER EYE PROTECTION OR EQUIVALENT. (126, 474, 534, 505)
revision-cell (1384, 628, 1497, 635)
revision-cell (1497, 673, 1531, 680)
note-item: 4. ALL INTERIOR FINISHES SHALL COMPLY WITH CHAPTERS 8, 16 AND 25, PART 2, TITLE 24, CCR. (126, 838, 413, 846)
revision-cell (1384, 724, 1497, 731)
revision-cell (1497, 695, 1531, 702)
revision-cell (1384, 606, 1497, 613)
revision-row (1343, 806, 1532, 813)
revision-cell (1384, 650, 1497, 657)
revision-cell (1343, 717, 1385, 724)
revision-table (1342, 561, 1532, 836)
revision-cell (1384, 769, 1497, 776)
revision-cell (1384, 806, 1497, 813)
